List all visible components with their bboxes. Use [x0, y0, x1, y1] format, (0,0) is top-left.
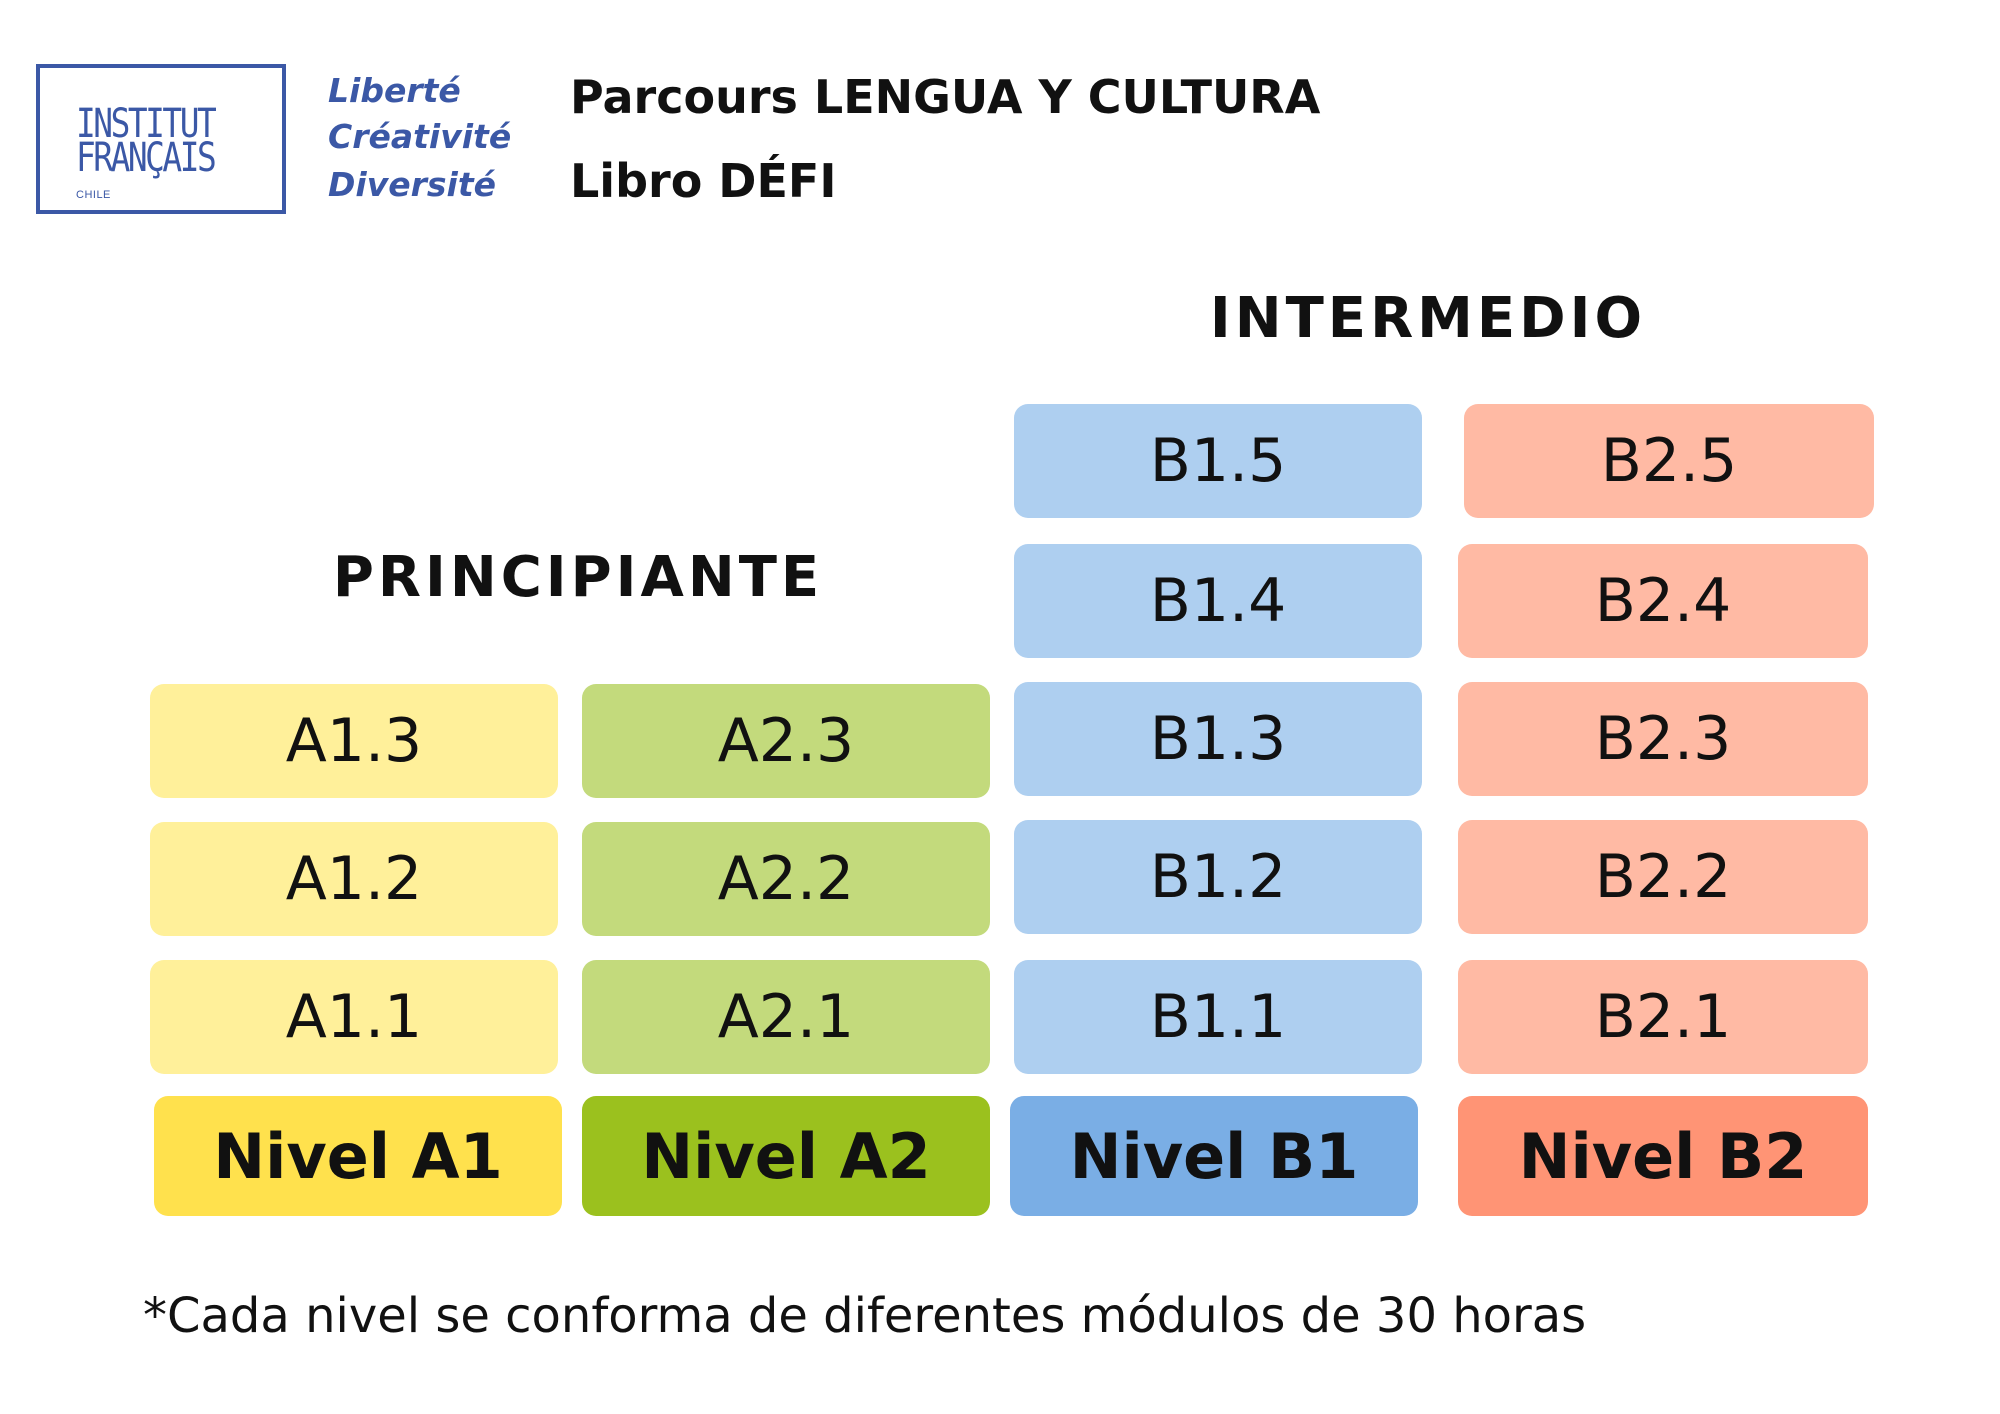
level-a1 [154, 1096, 562, 1216]
logo-line-2: FRANÇAIS [76, 135, 215, 181]
module-b2-2 [1458, 820, 1868, 934]
module-label: A2.3 [717, 706, 855, 776]
logo-line-1: INSTITUT [76, 101, 215, 147]
level-label: Nivel A2 [641, 1119, 931, 1193]
level-a2 [582, 1096, 990, 1216]
module-b2-4 [1458, 544, 1868, 658]
module-label: A2.2 [717, 844, 855, 914]
motto-creativite: Créativité [328, 117, 512, 156]
group-title-intermedio: INTERMEDIO [1209, 286, 1647, 351]
module-b2-1 [1458, 960, 1868, 1074]
module-a1-3 [150, 684, 558, 798]
module-label: A1.3 [285, 706, 423, 776]
logo-country: CHILE [76, 189, 111, 201]
module-label: A2.1 [717, 982, 855, 1052]
level-b1 [1010, 1096, 1418, 1216]
module-label: B1.5 [1149, 426, 1287, 496]
module-b1-2 [1014, 820, 1422, 934]
module-label: B1.2 [1149, 842, 1287, 912]
module-a2-2 [582, 822, 990, 936]
module-label: A1.2 [285, 844, 423, 914]
module-label: B2.5 [1600, 426, 1738, 496]
module-label: B1.3 [1149, 704, 1287, 774]
module-label: B2.1 [1594, 982, 1732, 1052]
module-b1-1 [1014, 960, 1422, 1074]
module-a2-3 [582, 684, 990, 798]
header-subtitle: Libro DÉFI [570, 154, 837, 208]
module-b1-3 [1014, 682, 1422, 796]
module-a1-2 [150, 822, 558, 936]
level-label: Nivel B2 [1518, 1119, 1808, 1193]
level-label: Nivel A1 [213, 1119, 503, 1193]
module-label: B2.4 [1594, 566, 1732, 636]
module-label: A1.1 [285, 982, 423, 1052]
footnote: *Cada nivel se conforma de diferentes módulos de 30 horas [143, 1288, 1587, 1344]
module-label: B2.2 [1594, 842, 1732, 912]
level-label: Nivel B1 [1069, 1119, 1359, 1193]
module-b1-5 [1014, 404, 1422, 518]
module-b2-3 [1458, 682, 1868, 796]
module-a2-1 [582, 960, 990, 1074]
motto-liberte: Liberté [328, 71, 461, 110]
module-label: B1.1 [1149, 982, 1287, 1052]
module-b1-4 [1014, 544, 1422, 658]
module-label: B2.3 [1594, 704, 1732, 774]
module-b2-5 [1464, 404, 1874, 518]
module-label: B1.4 [1149, 566, 1287, 636]
group-title-principiante: PRINCIPIANTE [332, 545, 824, 610]
level-b2 [1458, 1096, 1868, 1216]
module-a1-1 [150, 960, 558, 1074]
motto-diversite: Diversité [328, 165, 496, 204]
institut-francais-logo [36, 64, 286, 214]
header-title: Parcours LENGUA Y CULTURA [570, 70, 1321, 124]
